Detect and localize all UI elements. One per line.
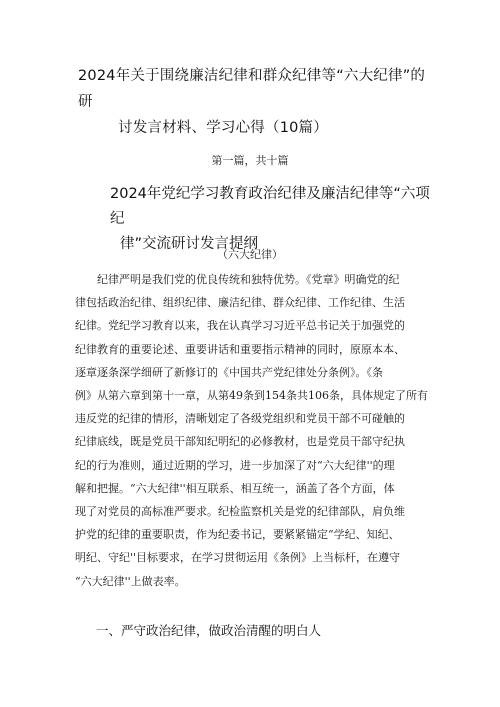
body-line: “六大纪律''上做表率。 <box>75 574 186 588</box>
body-line: 明纪、守纪''目标要求，在学习贯彻运用《条例》上当标杆，在遵守 <box>75 551 401 565</box>
article-title-line-2: 律”交流研讨发言提纲 <box>120 236 259 252</box>
body-line: 违反党的纪律的情形，清晰划定了各级党组织和党员干部不可碰触的 <box>75 412 405 426</box>
body-line: 现了对党员的高标准严要求。纪检监察机关是党的纪律部队，肩负维 <box>75 505 405 519</box>
body-line: 纪律严明是我们党的优良传统和独特优势。《党章》明确党的纪 <box>97 273 400 286</box>
body-line: 纪律教育的重要论述、重要讲话和重要指示精神的同时，原原本本、 <box>75 342 405 356</box>
body-line: 纪律底线，既是党员干部知纪明纪的必修教材，也是党员干部守纪执 <box>75 435 405 449</box>
document-title-line-1: 2024年关于围绕廉洁纪律和群众纪律等“六大纪律”的研 <box>78 68 426 110</box>
body-line: 护党的纪律的重要职责，作为纪委书记，要紧紧锚定“学纪、知纪、 <box>75 528 400 542</box>
body-paragraph <box>75 268 437 593</box>
article-title-line-1: 2024年党纪学习教育政治纪律及廉洁纪律等“六项纪 <box>110 186 430 227</box>
section-heading: 一、严守政治纪律，做政治清醒的明白人 <box>96 623 322 638</box>
body-line: 逐章逐条深学细研了新修订的《中国共产党纪律处分条例》。《条 <box>75 365 383 379</box>
body-line: 例》从第六章到第十一章，从第49条到154条共106条，具体规定了所有 <box>75 389 428 403</box>
document-title <box>78 63 438 141</box>
article-subtitle: （六大纪律） <box>217 248 283 261</box>
body-line: 纪的行为准则，通过近期的学习，进一步加深了对“六大纪律''的理 <box>75 458 395 472</box>
document-title-line-2: 讨发言材料、学习心得（10篇） <box>118 120 328 136</box>
part-label: 第一篇，共十篇 <box>211 154 289 167</box>
body-line: 纪律。党纪学习教育以来，我在认真学习习近平总书记关于加强党的 <box>75 319 405 333</box>
body-line: 解和把握。“六大纪律''相互联系、相互统一，涵盖了各个方面，体 <box>75 481 395 495</box>
body-line: 律包括政治纪律、组织纪律、廉洁纪律、群众纪律、工作纪律、生活 <box>75 296 405 310</box>
